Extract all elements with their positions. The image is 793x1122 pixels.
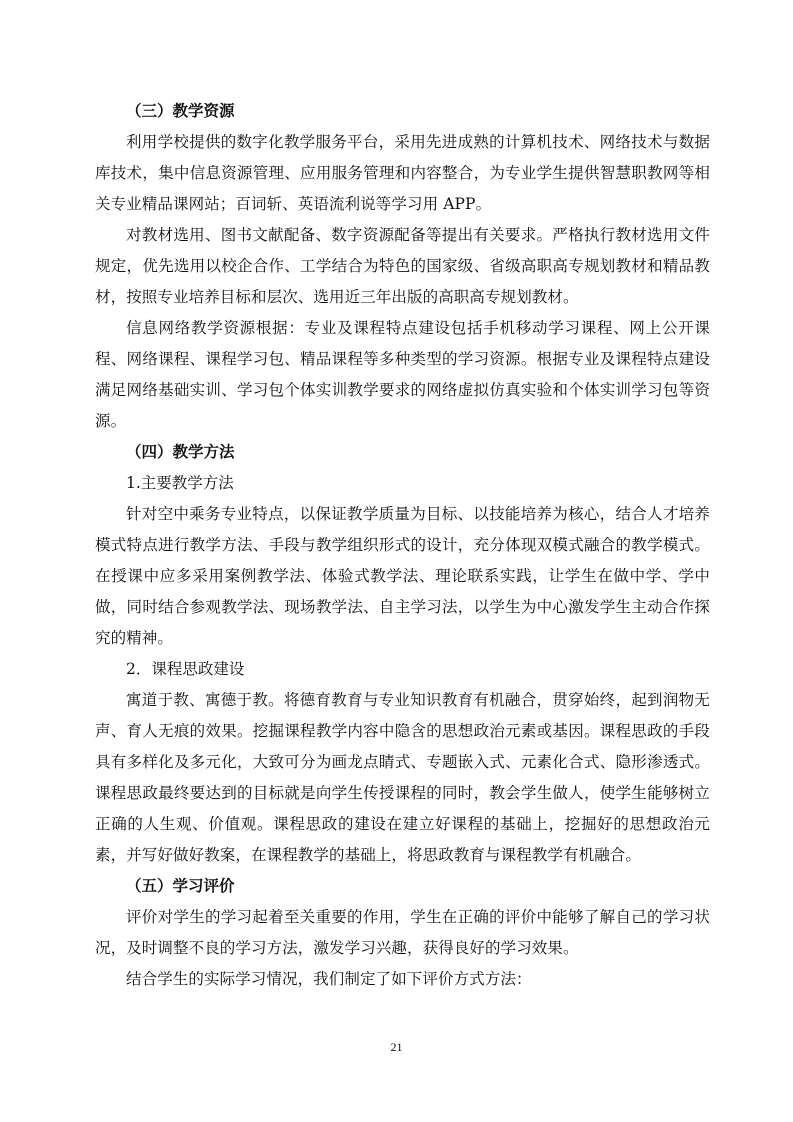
subheading-ideological-course: 2．课程思政建设 — [126, 660, 245, 678]
section-heading-learning-evaluation: （五）学习评价 — [126, 877, 235, 895]
paragraph-textbook-selection: 对教材选用、图书文献配备、数字资源配备等提出有关要求。严格执行教材选用文件规定，优先选用以校企合作、工学结合为特色的国家级、省级高职高专规划教材和精品教材，按照专业培养目标和层次、选用近三年出版的高职高专规划教材。 — [95, 226, 710, 306]
paragraph-evaluation-importance: 评价对学生的学习起着至关重要的作用，学生在正确的评价中能够了解自己的学习状况，及时调整不良的学习方法，激发学习兴趣，获得良好的学习效果。 — [95, 908, 710, 957]
subheading-main-methods: 1.主要教学方法 — [126, 474, 234, 492]
document-body — [95, 96, 710, 995]
paragraph-main-methods: 针对空中乘务专业特点，以保证教学质量为目标、以技能培养为核心，结合人才培养模式特点进行教学方法、手段与教学组织形式的设计，充分体现双模式融合的教学模式。在授课中应多采用案例教学法、体验式教学法、理论联系实践，让学生在做中学、学中做，同时结合参观教学法、现场教学法、自主学习法，以学生为中心激发学生主动合作探究的精神。 — [95, 505, 710, 647]
section-heading-teaching-resources: （三）教学资源 — [126, 102, 235, 120]
paragraph-network-resources: 信息网络教学资源根据：专业及课程特点建设包括手机移动学习课程、网上公开课程、网络课程、课程学习包、精品课程等多种类型的学习资源。根据专业及课程特点建设满足网络基础实训、学习包个体实训教学要求的网络虚拟仿真实验和个体实训学习包等资源。 — [95, 319, 710, 430]
section-heading-teaching-methods: （四）教学方法 — [126, 443, 235, 461]
paragraph-evaluation-methods-intro: 结合学生的实际学习情况，我们制定了如下评价方式方法： — [126, 970, 532, 988]
paragraph-digital-platform: 利用学校提供的数字化教学服务平台，采用先进成熟的计算机技术、网络技术与数据库技术，集中信息资源管理、应用服务管理和内容整合，为专业学生提供智慧职教网等相关专业精品课网站；百词斩、英语流利说等学习用 APP。 — [95, 133, 710, 213]
page-number: 21 — [390, 1040, 403, 1054]
paragraph-ideological-course: 寓道于教、寓德于教。将德育教育与专业知识教育有机融合，贯穿始终，起到润物无声、育人无痕的效果。挖掘课程教学内容中隐含的思想政治元素或基因。课程思政的手段具有多样化及多元化，大致可分为画龙点睛式、专题嵌入式、元素化合式、隐形渗透式。课程思政最终要达到的目标就是向学生传授课程的同时，教会学生做人，使学生能够树立正确的人生观、价值观。课程思政的建设在建立好课程的基础上，挖掘好的思想政治元素，并写好做好教案，在课程教学的基础上，将思政教育与课程教学有机融合。 — [95, 691, 710, 864]
